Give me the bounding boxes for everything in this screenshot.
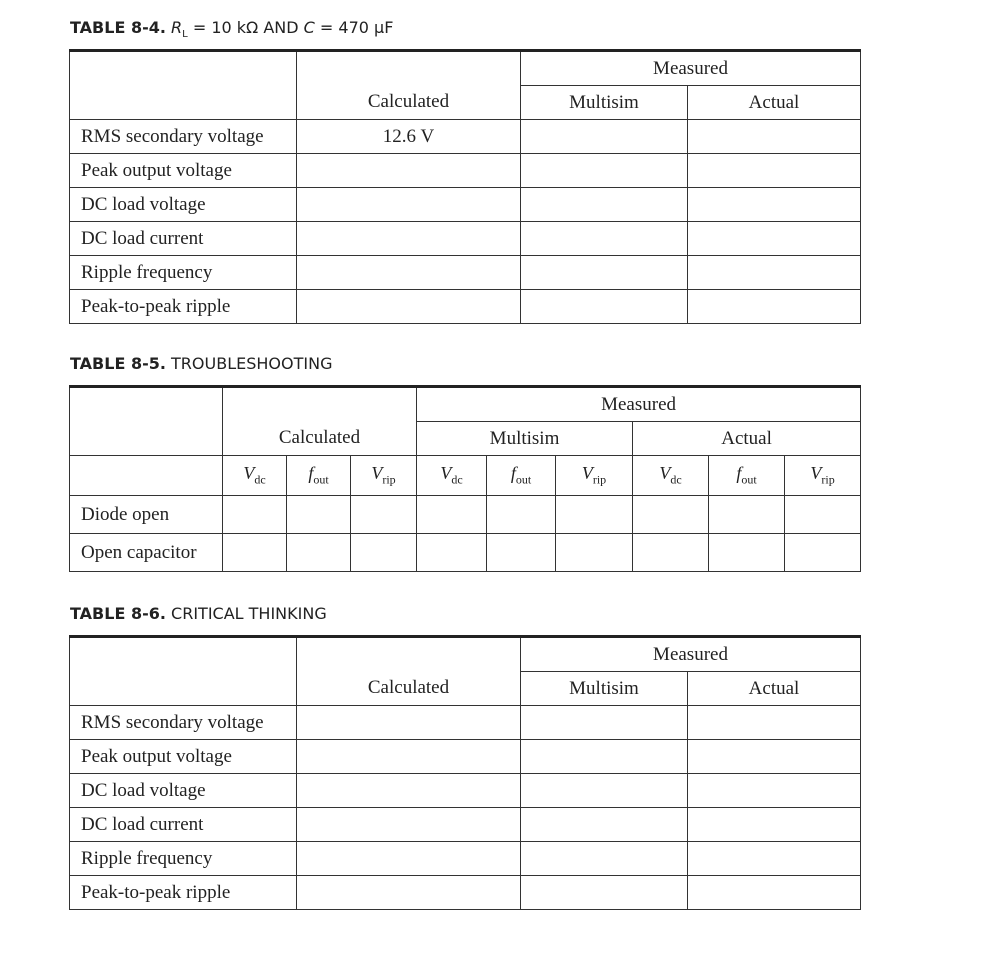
data-cell[interactable]	[785, 534, 861, 572]
multisim-cell[interactable]	[521, 120, 688, 154]
data-cell[interactable]	[556, 496, 633, 534]
header-calculated: Calculated	[297, 86, 521, 120]
multisim-cell[interactable]	[521, 154, 688, 188]
calculated-cell[interactable]	[297, 876, 521, 910]
header-calculated: Calculated	[297, 672, 521, 706]
actual-cell[interactable]	[688, 842, 861, 876]
table-8-5-caption	[70, 354, 332, 373]
data-cell[interactable]	[417, 496, 487, 534]
table-8-4-caption	[70, 18, 393, 40]
calculated-cell[interactable]: 12.6 V	[297, 120, 521, 154]
row-label: DC load current	[70, 808, 297, 842]
corner-cell	[70, 637, 297, 672]
calculated-cell[interactable]	[297, 290, 521, 324]
header-fout: $f_{out}$	[487, 456, 556, 496]
table-8-5-title: TROUBLESHOOTING	[171, 354, 333, 373]
header-multisim: Multisim	[417, 422, 633, 456]
header-vdc: $V_{dc}$	[417, 456, 487, 496]
header-actual: Actual	[633, 422, 861, 456]
corner-cell	[70, 387, 223, 422]
table-row	[70, 740, 861, 774]
rl-value: = 10 kΩ AND	[187, 18, 304, 37]
calculated-cell[interactable]	[297, 154, 521, 188]
multisim-cell[interactable]	[521, 740, 688, 774]
data-cell[interactable]	[223, 534, 287, 572]
data-cell[interactable]	[709, 534, 785, 572]
table-row	[70, 496, 861, 534]
data-cell[interactable]	[709, 496, 785, 534]
table-8-4-label: TABLE 8-4.	[70, 18, 166, 37]
table-row	[70, 120, 861, 154]
calculated-cell[interactable]	[297, 774, 521, 808]
c-value: = 470 µF	[314, 18, 394, 37]
table-row	[70, 808, 861, 842]
header-measured: Measured	[521, 637, 861, 672]
multisim-cell[interactable]	[521, 188, 688, 222]
header-fout: $f_{out}$	[287, 456, 351, 496]
row-label: Open capacitor	[70, 534, 223, 572]
multisim-cell[interactable]	[521, 256, 688, 290]
actual-cell[interactable]	[688, 808, 861, 842]
header-measured: Measured	[417, 387, 861, 422]
row-label: Ripple frequency	[70, 256, 297, 290]
header-vrip: $V_{rip}$	[785, 456, 861, 496]
table-8-6-caption	[70, 604, 327, 623]
table-8-4	[69, 49, 861, 324]
actual-cell[interactable]	[688, 876, 861, 910]
header-calculated: Calculated	[223, 422, 417, 456]
data-cell[interactable]	[223, 496, 287, 534]
header-vdc: $V_{dc}$	[633, 456, 709, 496]
data-cell[interactable]	[351, 496, 417, 534]
data-cell[interactable]	[417, 534, 487, 572]
corner-cell	[70, 51, 297, 86]
calc-spacer	[223, 387, 417, 422]
corner-cell	[70, 456, 223, 496]
row-label: Ripple frequency	[70, 842, 297, 876]
multisim-cell[interactable]	[521, 222, 688, 256]
actual-cell[interactable]	[688, 188, 861, 222]
table-8-5	[69, 385, 861, 572]
calculated-cell[interactable]	[297, 188, 521, 222]
rl-subscript: L	[182, 29, 188, 41]
row-label: DC load voltage	[70, 774, 297, 808]
row-label: Peak-to-peak ripple	[70, 290, 297, 324]
header-fout: $f_{out}$	[709, 456, 785, 496]
table-row	[70, 706, 861, 740]
actual-cell[interactable]	[688, 120, 861, 154]
actual-cell[interactable]	[688, 222, 861, 256]
data-cell[interactable]	[287, 496, 351, 534]
calculated-cell[interactable]	[297, 256, 521, 290]
row-label: DC load voltage	[70, 188, 297, 222]
calculated-cell[interactable]	[297, 808, 521, 842]
calculated-cell[interactable]	[297, 222, 521, 256]
multisim-cell[interactable]	[521, 706, 688, 740]
calculated-cell[interactable]	[297, 842, 521, 876]
corner-cell	[70, 672, 297, 706]
row-label: Peak-to-peak ripple	[70, 876, 297, 910]
calculated-cell[interactable]	[297, 740, 521, 774]
c-symbol: C	[303, 18, 315, 37]
multisim-cell[interactable]	[521, 842, 688, 876]
table-row	[70, 534, 861, 572]
row-label: RMS secondary voltage	[70, 706, 297, 740]
calc-spacer	[297, 51, 521, 86]
data-cell[interactable]	[633, 496, 709, 534]
corner-cell	[70, 422, 223, 456]
table-8-6	[69, 635, 861, 910]
actual-cell[interactable]	[688, 290, 861, 324]
multisim-cell[interactable]	[521, 774, 688, 808]
header-vrip: $V_{rip}$	[351, 456, 417, 496]
table-row	[70, 256, 861, 290]
header-vrip: $V_{rip}$	[556, 456, 633, 496]
actual-cell[interactable]	[688, 740, 861, 774]
header-measured: Measured	[521, 51, 861, 86]
data-cell[interactable]	[287, 534, 351, 572]
data-cell[interactable]	[351, 534, 417, 572]
rl-symbol: R	[171, 18, 183, 37]
table-8-6-label: TABLE 8-6.	[70, 604, 166, 623]
row-label: Peak output voltage	[70, 154, 297, 188]
actual-cell[interactable]	[688, 154, 861, 188]
data-cell[interactable]	[556, 534, 633, 572]
table-8-5-label: TABLE 8-5.	[70, 354, 166, 373]
header-multisim: Multisim	[521, 672, 688, 706]
data-cell[interactable]	[785, 496, 861, 534]
actual-cell[interactable]	[688, 256, 861, 290]
header-multisim: Multisim	[521, 86, 688, 120]
multisim-cell[interactable]	[521, 876, 688, 910]
calc-spacer	[297, 637, 521, 672]
multisim-cell[interactable]	[521, 808, 688, 842]
row-label: RMS secondary voltage	[70, 120, 297, 154]
corner-cell	[70, 86, 297, 120]
table-row	[70, 222, 861, 256]
table-row	[70, 188, 861, 222]
table-row	[70, 290, 861, 324]
table-8-6-title: CRITICAL THINKING	[171, 604, 327, 623]
calculated-cell[interactable]	[297, 706, 521, 740]
row-label: Peak output voltage	[70, 740, 297, 774]
table-row	[70, 876, 861, 910]
data-cell[interactable]	[487, 496, 556, 534]
header-vdc: $V_{dc}$	[223, 456, 287, 496]
multisim-cell[interactable]	[521, 290, 688, 324]
header-actual: Actual	[688, 672, 861, 706]
actual-cell[interactable]	[688, 774, 861, 808]
table-row	[70, 774, 861, 808]
data-cell[interactable]	[633, 534, 709, 572]
actual-cell[interactable]	[688, 706, 861, 740]
row-label: Diode open	[70, 496, 223, 534]
data-cell[interactable]	[487, 534, 556, 572]
table-row	[70, 154, 861, 188]
table-row	[70, 842, 861, 876]
header-actual: Actual	[688, 86, 861, 120]
row-label: DC load current	[70, 222, 297, 256]
